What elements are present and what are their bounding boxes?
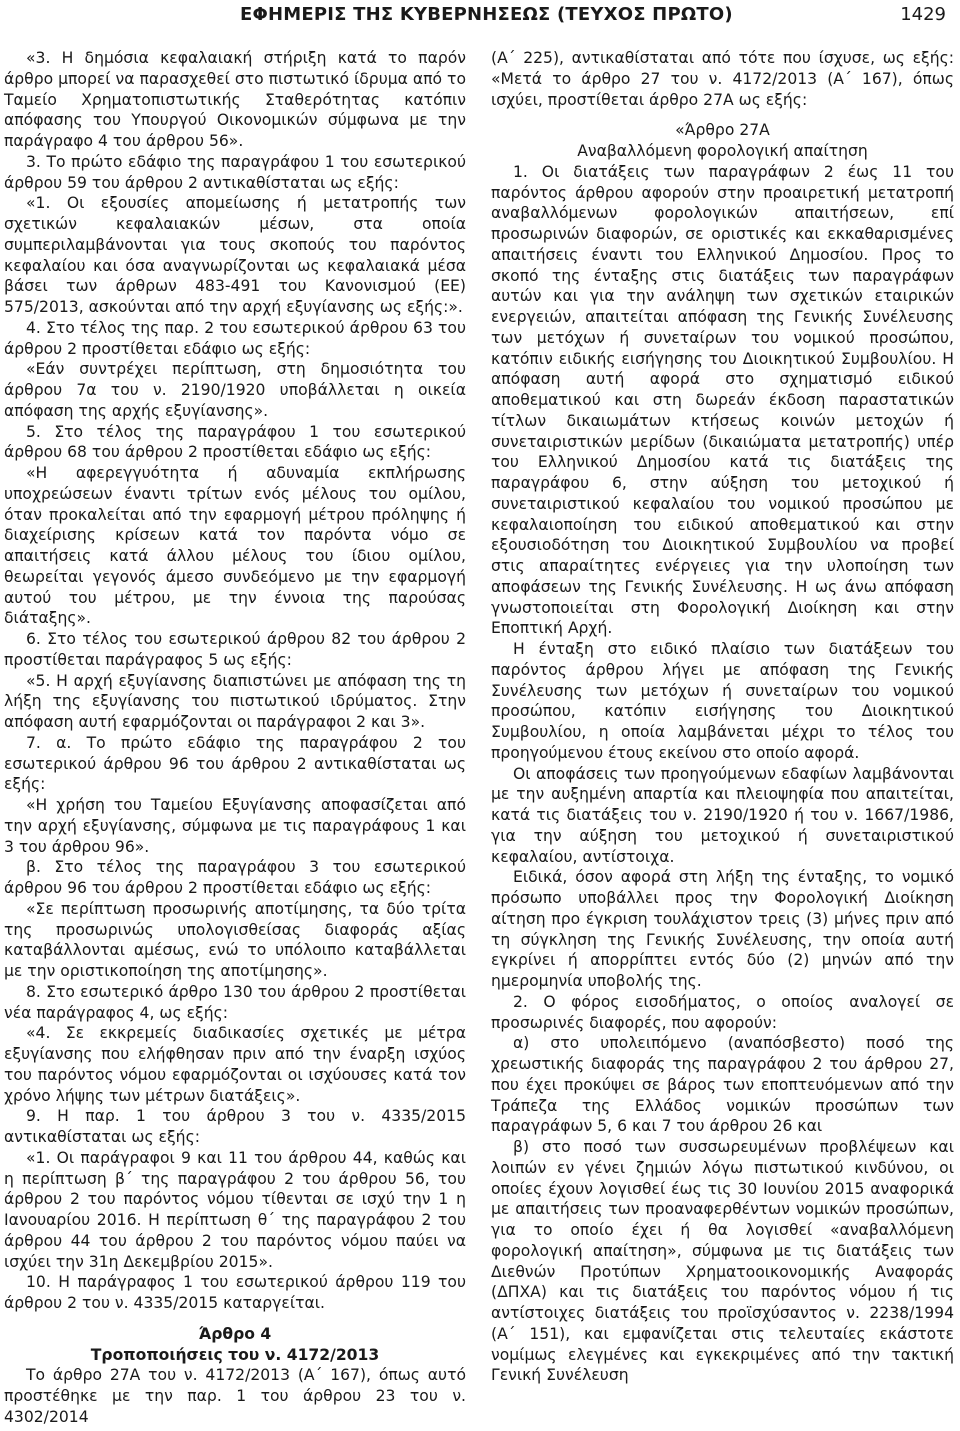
right-column	[491, 48, 954, 1386]
paragraph: 9. Η παρ. 1 του άρθρου 3 του ν. 4335/2015 αντικαθίσταται ως εξής:	[4, 1107, 466, 1146]
gazette-title: ΕΦΗΜΕΡΙΣ ΤΗΣ ΚΥΒΕΡΝΗΣΕΩΣ (ΤΕΥΧΟΣ ΠΡΩΤΟ)	[240, 4, 733, 25]
paragraph: Η ένταξη στο ειδικό πλαίσιο των διατάξεων του παρόντος άρθρου λήγει με απόφαση της Γενικής Συνέλευσης των μετόχων ή συνεταίρων του νομικού προσώπου, κατόπιν εισήγησης του Διοικητικού Συμβουλίου, η οποία λαμβάνεται μέχρι το τέλος του προηγούμενου έτους εκείνου στο οποίο αφορά.	[491, 640, 954, 762]
paragraph: «Η αφερεγγυότητα ή αδυναμία εκπλήρωσης υποχρεώσεων έναντι τρίτων ενός μέλους του ομίλου, όταν προκαλείται από την εφαρμογή μέτρου πρόληψης ή διαχείρισης κρίσεων κατά τον παρόντα νόμο σε απαιτήσεις κατά άλλου μέλους του ίδιου ομίλου, θεωρείται γεγονός άμεσο συνδεόμενο με την εφαρμογή αυτού του μέτρου, με την έννοια της παρούσας διάταξης».	[4, 464, 466, 628]
paragraph: (Α΄ 225), αντικαθίσταται από τότε που ίσχυσε, ως εξής: «Μετά το άρθρο 27 του ν. 4172/2013 (Α΄ 167), όπως ισχύει, προστίθεται άρθρο 27Α ως εξής:	[491, 49, 954, 109]
paragraph: Ειδικά, όσον αφορά στη λήξη της ένταξης, το νομικό πρόσωπο υποβάλλει προς την Φορολογική Διοίκηση αίτηση προ έγκριση τουλάχιστον τρεις (3) μήνες πριν από τη σύγκληση της Γενικής Συνέλευσης, την οποία αυτή εγκρίνει ή απορρίπτει εντός δύο (2) μηνών από την ημερομηνία υποβολής της.	[491, 868, 954, 990]
paragraph: β. Στο τέλος της παραγράφου 3 του εσωτερικού άρθρου 96 του άρθρου 2 προστίθεται εδάφιο ως εξής:	[4, 858, 466, 897]
page-number: 1429	[900, 4, 946, 25]
paragraph: 7. α. Το πρώτο εδάφιο της παραγράφου 2 του εσωτερικού άρθρου 96 του άρθρου 2 αντικαθίσταται ως εξής:	[4, 733, 466, 794]
subarticle-number: «Άρθρο 27Α	[675, 121, 770, 140]
left-column	[4, 48, 466, 1428]
paragraph: «4. Σε εκκρεμείς διαδικασίες σχετικές με μέτρα εξυγίανσης που ελήφθησαν πριν από την έναρξη ισχύος του παρόντος νόμου εφαρμόζονται οι ισχύουσες κατά τον χρόνο λήψης των μέτρων διατάξεις».	[4, 1024, 466, 1105]
paragraph: Οι αποφάσεις των προηγούμενων εδαφίων λαμβάνονται με την αυξημένη απαρτία και πλειοψηφία που απαιτείται, κατά τις διατάξεις του ν. 2190/1920 ή του ν. 1667/1986, για την αύξηση του μετοχικού ή συνεταιριστικού κεφαλαίου, αντίστοιχα.	[491, 764, 954, 866]
paragraph: 1. Οι διατάξεις των παραγράφων 2 έως 11 του παρόντος άρθρου αφορούν στην προαιρετική μετατροπή αναβαλλόμενων φορολογικών απαιτήσεων, επί προσωρινών διαφορών, σε οριστικές και εκκαθαρισμένες απαιτήσεις έναντι του Ελληνικού Δημοσίου. Προς το σκοπό της ένταξης στις διατάξεις των παραγράφων αυτών και για την ανάληψη των σχετικών εταιρικών ενεργειών, απαιτείται απόφαση της Γενικής Συνέλευσης των μετόχων ή συνεταίρων του νομικού προσώπου, κατόπιν ειδικής εισήγησης του Διοικητικού Συμβουλίου. Η απόφαση αυτή αφορά στο σχηματισμό ειδικού αποθεματικού και στη δωρεάν έκδοση παραστατικών τίτλων δικαιωμάτων κτήσεως κοινών μετοχών ή συνεταιριστικών μερίδων (δικαιώματα μετατροπής) υπέρ του Ελληνικού Δημοσίου κατά τις διατάξεις της παραγράφου 6, στην αύξηση του μετοχικού ή συνεταιριστικού κεφαλαίου του νομικού προσώπου με κεφαλαιοποίηση του ειδικού αποθεματικού και στην εξουσιοδότηση του Διοικητικού Συμβουλίου να προβεί στις απαραίτητες ενέργειες για την υλοποίηση των αποφάσεων της Γενικής Συνέλευσης. Η ως άνω απόφαση γνωστοποιείται στη Φορολογική Διοίκηση και στην Εποπτική Αρχή.	[491, 162, 954, 638]
subarticle-title: Αναβαλλόμενη φορολογική απαίτηση	[577, 142, 868, 160]
paragraph: «Η χρήση του Ταμείου Εξυγίανσης αποφασίζεται από την αρχή εξυγίανσης, σύμφωνα με τις παραγράφους 1 και 3 του άρθρου 96».	[4, 796, 466, 856]
paragraph: 3. Το πρώτο εδάφιο της παραγράφου 1 του εσωτερικού άρθρου 59 του άρθρου 2 αντικαθίσταται ως εξής:	[4, 152, 466, 192]
article-title: Τροποποιήσεις του ν. 4172/2013	[90, 1345, 380, 1364]
paragraph: «5. Η αρχή εξυγίανσης διαπιστώνει με απόφαση της τη λήξη της εξυγίανσης του πιστωτικού ιδρύματος. Στην απόφαση αυτή εφαρμόζονται οι παράγραφοι 2 και 3».	[4, 671, 466, 731]
article-text: Το άρθρο 27Α του ν. 4172/2013 (Α΄ 167), όπως αυτό προστέθηκε με την παρ. 1 του άρθρου 23 του ν. 4302/2014	[4, 1366, 466, 1426]
paragraph: 2. Ο φόρος εισοδήματος, ο οποίος αναλογεί σε προσωρινές διαφορές, που αφορούν:	[491, 992, 954, 1032]
paragraph: 6. Στο τέλος του εσωτερικού άρθρου 82 του άρθρου 2 προστίθεται παράγραφος 5 ως εξής:	[4, 630, 466, 669]
paragraph: 8. Στο εσωτερικό άρθρο 130 του άρθρου 2 προστίθεται νέα παράγραφος 4, ως εξής:	[4, 982, 466, 1022]
paragraph: «1. Οι εξουσίες απομείωσης ή μετατροπής των σχετικών κεφαλαιακών μέσων, στα οποία συμπεριλαμβάνονται για τους σκοπούς του παρόντος κεφαλαίου και όσα αναγνωρίζονται ως κεφαλαιακά μέσα βάσει των άρθρων 483-491 του Κανονισμού (ΕΕ) 575/2013, ασκούνται από την αρχή εξυγίανσης ως εξής:».	[4, 194, 466, 316]
paragraph: 5. Στο τέλος της παραγράφου 1 του εσωτερικού άρθρου 68 του άρθρου 2 προστίθεται εδάφιο ως εξής:	[4, 422, 466, 462]
paragraph: β) στο ποσό των συσσωρευμένων προβλέψεων και λοιπών εν γένει ζημιών λόγω πιστωτικού κινδύνου, οι οποίες έχουν λογισθεί έως τις 30 Ιουνίου 2015 αναφορικά με απαιτήσεις των προαναφερθέντων νομικών προσώπων, για το οποίο έχει ή θα λογισθεί «αναβαλλόμενη φορολογική απαίτηση», σύμφωνα με τις διατάξεις των Διεθνών Προτύπων Χρηματοοικονομικής Αναφοράς (ΔΠΧΑ) και τις διατάξεις του παρόντος νόμου ή τις αντίστοιχες διατάξεις του προϊσχύσαντος ν. 2238/1994 (Α΄ 151), και εμφανίζεται στις τελευταίες εκάστοτε νομίμως ελεγμένες και εγκεκριμένες από την τακτική Γενική Συνέλευση	[491, 1138, 954, 1385]
page-header	[0, 4, 960, 30]
paragraph: «1. Οι παράγραφοι 9 και 11 του άρθρου 44, καθώς και η περίπτωση β΄ της παραγράφου 2 του άρθρου 56, του άρθρου 2 του παρόντος νόμου τίθενται σε ισχύ την 1 η Ιανουαρίου 2016. Η περίπτωση θ΄ της παραγράφου 2 του άρθρου 44 του άρθρου 2 του παρόντος νόμου παύει να ισχύει την 31η Δεκεμβρίου 2015».	[4, 1148, 466, 1271]
paragraph: «Εάν συντρέχει περίπτωση, στη δημοσιότητα του άρθρου 7α του ν. 2190/1920 υποβάλλεται η οικεία απόφαση της αρχής εξυγίανσης».	[4, 360, 466, 420]
paragraph: α) στο υπολειπόμενο (αναπόσβεστο) ποσό της χρεωστικής διαφοράς της παραγράφου 2 του άρθρου 27, που έχει προκύψει σε βάρος των εποπτευόμενων από την Τράπεζα της Ελλάδος νομικών προσώπων των παραγράφων 5, 6 και 7 του άρθρου 26 και	[491, 1034, 954, 1136]
paragraph: «3. Η δημόσια κεφαλαιακή στήριξη κατά το παρόν άρθρο μπορεί να παρασχεθεί στο πιστωτικό ίδρυμα από το Ταμείο Χρηματοπιστωτικής Σταθερότητας κατόπιν απόφασης του Υπουργού Οικονομικών σύμφωνα με την παράγραφο 4 του άρθρου 56».	[4, 49, 466, 150]
paragraph: 10. Η παράγραφος 1 του εσωτερικού άρθρου 119 του άρθρου 2 του ν. 4335/2015 καταργείται.	[4, 1273, 466, 1312]
paragraph: 4. Στο τέλος της παρ. 2 του εσωτερικού άρθρου 63 του άρθρου 2 προστίθεται εδάφιο ως εξής:	[4, 318, 466, 358]
article-number: Άρθρο 4	[198, 1324, 272, 1343]
paragraph: «Σε περίπτωση προσωρινής αποτίμησης, τα δύο τρίτα της προσωρινώς υπολογισθείσας διαφοράς αξίας καταβάλλονται αμέσως, ενώ το υπόλοιπο καταβάλλεται με την οριστικοποίηση της αποτίμησης».	[4, 899, 466, 980]
